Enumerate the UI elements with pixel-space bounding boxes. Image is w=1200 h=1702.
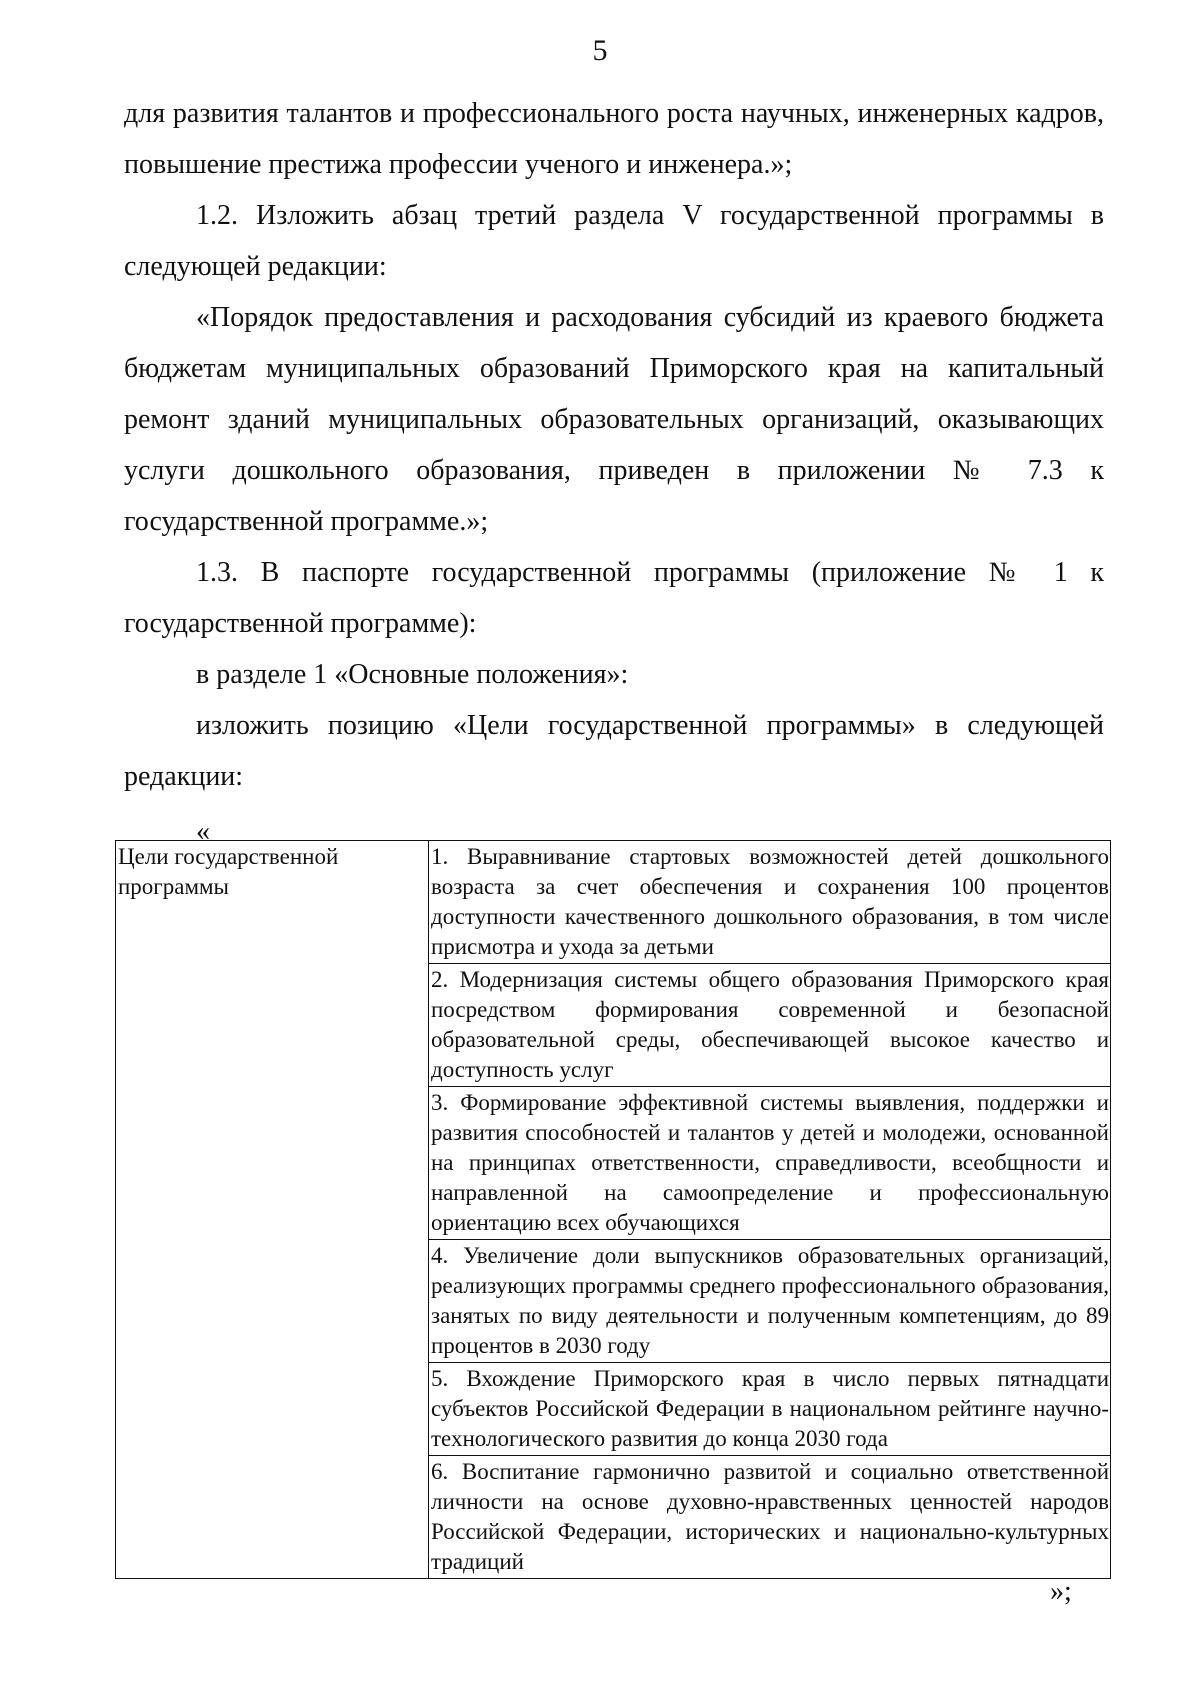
paragraph-continuation: для развития талантов и профессионального роста научных, инженерных кадров, повышение престижа профессии ученого и инженера.»;	[124, 98, 1104, 180]
paragraph-item-1-2: 1.2. Изложить абзац третий раздела V государственной программы в следующей редакции:	[124, 200, 1104, 282]
goal-cell-5: 5. Вхождение Приморского края в число первых пятнадцати субъектов Российской Федерации в национальном рейтинге научно-технологического развития до конца 2030 года	[429, 1363, 1111, 1456]
opening-quote: «	[196, 816, 210, 847]
goal-cell-2: 2. Модернизация системы общего образования Приморского края посредством формирования современной и безопасной образовательной среды, обеспечивающей высокое качество и доступность услуг	[429, 964, 1111, 1087]
goal-cell-3: 3. Формирование эффективной системы выявления, поддержки и развития способностей и талантов у детей и молодежи, основанной на принципах ответственности, справедливости, всеобщности и направленной на самоопределение и профессиональную ориентацию всех обучающихся	[429, 1087, 1111, 1240]
goal-cell-6: 6. Воспитание гармонично развитой и социально ответственной личности на основе духовно-нравственных ценностей народов Российской Федерации, исторических и национально-культурных традиций	[429, 1456, 1111, 1579]
closing-quote: »;	[1050, 1576, 1072, 1607]
goal-cell-4: 4. Увеличение доли выпускников образовательных организаций, реализующих программы среднего профессионального образования, занятых по виду деятельности и полученным компетенциям, до 89 процентов в 2030 году	[429, 1240, 1111, 1363]
page-number: 5	[592, 34, 608, 67]
goal-cell-1: 1. Выравнивание стартовых возможностей детей дошкольного возраста за счет обеспечения и сохранения 100 процентов доступности качественного дошкольного образования, в том числе присмотра и ухода за детьми	[429, 841, 1111, 964]
paragraph-section-1: в разделе 1 «Основные положения»:	[196, 659, 629, 690]
paragraph-quoted-procedure: «Порядок предоставления и расходования субсидий из краевого бюджета бюджетам муниципальных образований Приморского края на капитальный ремонт зданий муниципальных образовательных организаций, оказывающих услуги дошкольного образования, приведен в приложении № 7.3 к государственной программе.»;	[124, 302, 1104, 537]
body-text	[124, 88, 1104, 857]
paragraph-item-1-3: 1.3. В паспорте государственной программы (приложение № 1 к государственной программе):	[124, 557, 1104, 639]
goals-table	[115, 840, 1111, 1579]
goals-label-cell: Цели государственной программы	[116, 841, 429, 1579]
table-row	[116, 841, 1111, 964]
paragraph-position-goals: изложить позицию «Цели государственной программы» в следующей редакции:	[124, 710, 1104, 792]
